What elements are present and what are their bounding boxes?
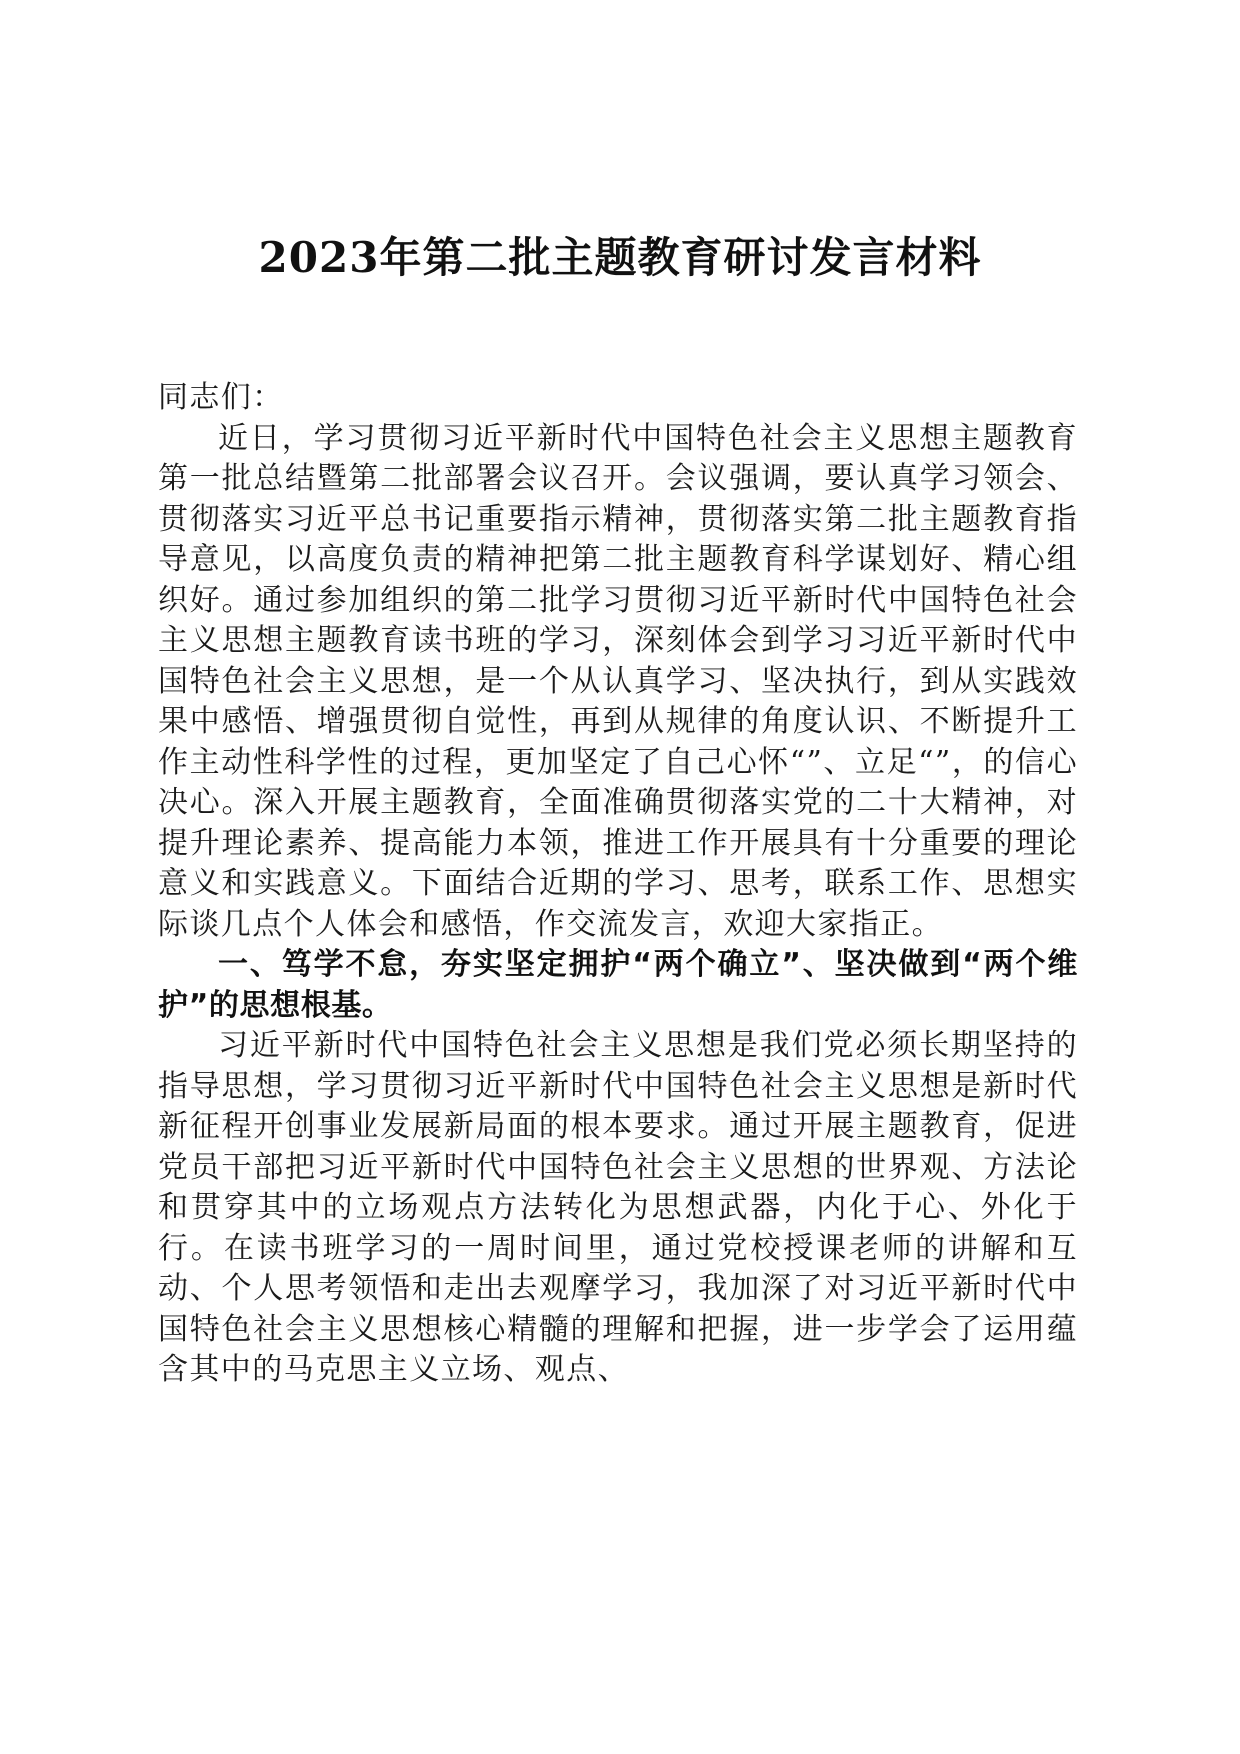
- document-title: 2023年第二批主题教育研讨发言材料: [258, 233, 982, 282]
- salutation: 同志们：: [158, 380, 284, 415]
- document-body: [158, 378, 1078, 1391]
- paragraph-section-1: 习近平新时代中国特色社会主义思想是我们党必须长期坚持的指导思想，学习贯彻习近平新时代中国特色社会主义思想是新时代新征程开创事业发展新局面的根本要求。通过开展主题教育，促进党员干部把习近平新时代中国特色社会主义思想的世界观、方法论和贯穿其中的立场观点方法转化为思想武器，内化于心、外化于行。在读书班学习的一周时间里，通过党校授课老师的讲解和互动、个人思考领悟和走出去观摩学习，我加深了对习近平新时代中国特色社会主义思想核心精髓的理解和把握，进一步学会了运用蕴含其中的马克思主义立场、观点、: [158, 1028, 1078, 1387]
- paragraph-intro: 近日，学习贯彻习近平新时代中国特色社会主义思想主题教育第一批总结暨第二批部署会议召开。会议强调，要认真学习领会、贯彻落实习近平总书记重要指示精神，贯彻落实第二批主题教育指导意见，以高度负责的精神把第二批主题教育科学谋划好、精心组织好。通过参加组织的第二批学习贯彻习近平新时代中国特色社会主义思想主题教育读书班的学习，深刻体会到学习习近平新时代中国特色社会主义思想，是一个从认真学习、坚决执行，到从实践效果中感悟、增强贯彻自觉性，再到从规律的角度认识、不断提升工作主动性科学性的过程，更加坚定了自己心怀“”、立足“”，的信心决心。深入开展主题教育，全面准确贯彻落实党的二十大精神，对提升理论素养、提高能力本领，推进工作开展具有十分重要的理论意义和实践意义。下面结合近期的学习、思考，联系工作、思想实际谈几点个人体会和感悟，作交流发言，欢迎大家指正。: [158, 420, 1078, 942]
- section-heading-1: 一、笃学不怠，夯实坚定拥护“两个确立”、坚决做到“两个维护”的思想根基。: [158, 947, 1078, 1023]
